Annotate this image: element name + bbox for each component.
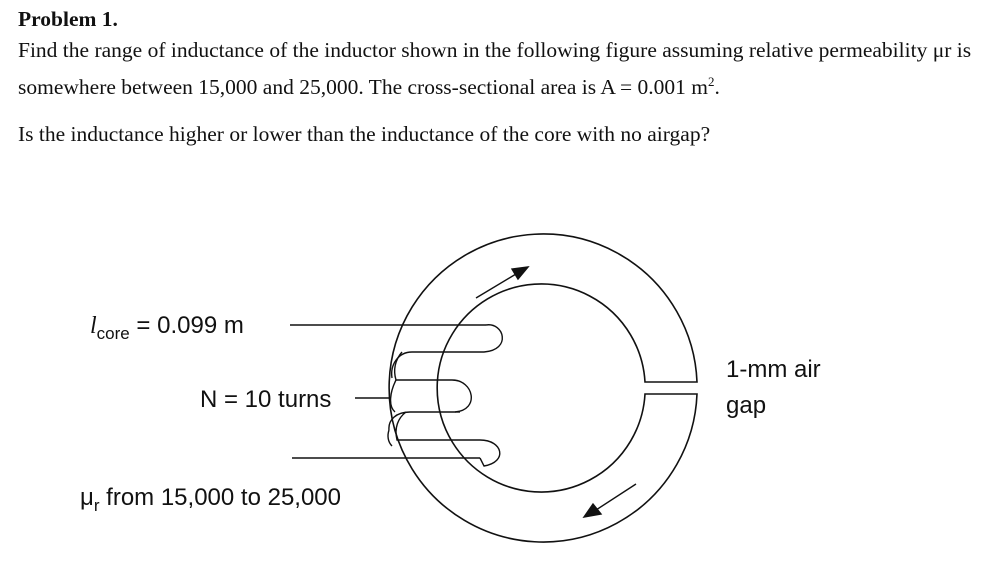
- core-length-symbol: l: [90, 313, 97, 339]
- problem-question: Is the inductance higher or lower than the inductance of the core with no airgap?: [18, 122, 711, 147]
- statement-end: .: [714, 75, 720, 100]
- core-length-subscript: core: [96, 324, 130, 343]
- statement-superscript: 2: [708, 74, 715, 89]
- gap-label-line2: gap: [726, 392, 767, 419]
- flux-arrow-bottom: [584, 484, 636, 517]
- gap-label-line1: 1-mm air: [726, 356, 821, 383]
- permeability-symbol: μ: [80, 484, 94, 511]
- problem-heading: Problem 1.: [18, 7, 118, 31]
- core-length-label: [90, 312, 244, 343]
- permeability-label: [80, 484, 341, 515]
- permeability-subscript: r: [93, 496, 100, 515]
- permeability-value: from 15,000 to 25,000: [99, 484, 341, 511]
- flux-arrow-top: [476, 267, 528, 298]
- toroid-core: [389, 234, 697, 542]
- statement-text: Find the range of inductance of the inductor shown in the following figure assuming relative permeability μr is somewhere between 15,000 and 25,000. The cross-sectional area is A = 0.001 m: [18, 38, 972, 100]
- core-length-value: = 0.099 m: [129, 312, 244, 339]
- turns-label: N = 10 turns: [200, 386, 332, 413]
